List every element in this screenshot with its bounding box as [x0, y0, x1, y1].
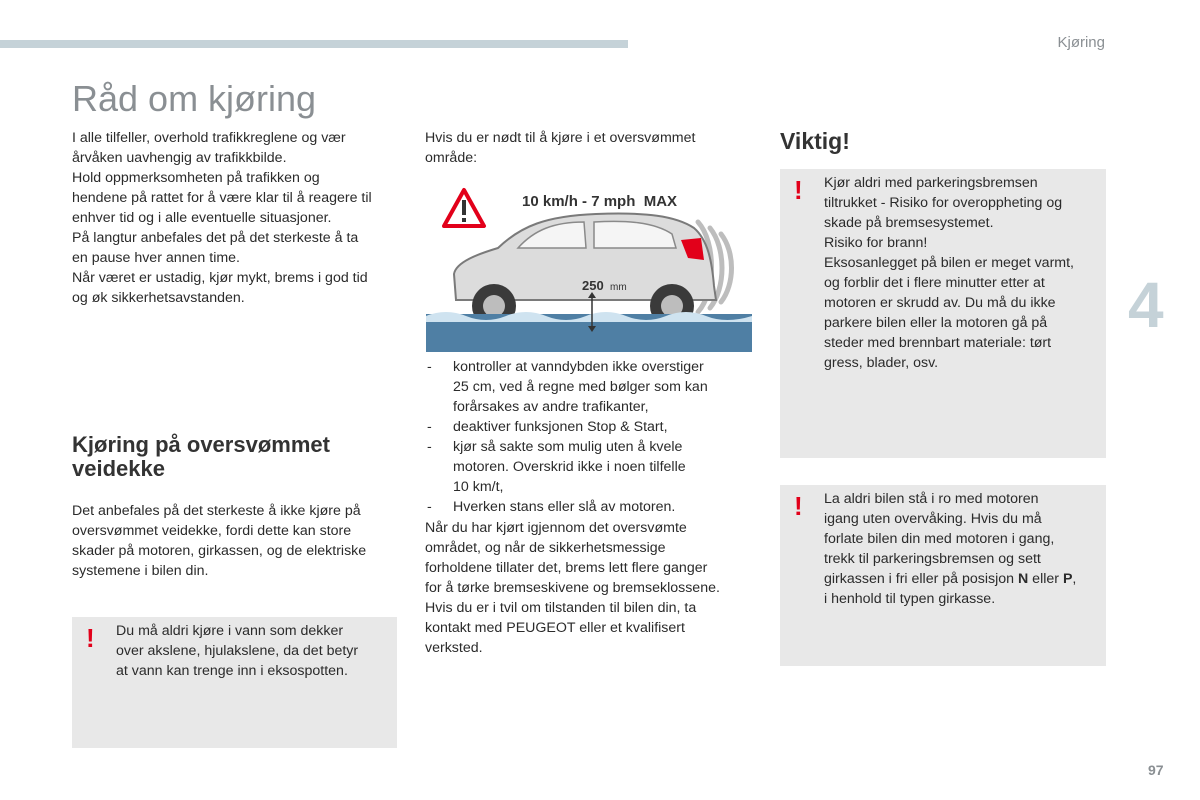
car-icon [454, 214, 716, 328]
warning-exclamation-icon: ! [86, 623, 95, 653]
after-line: Hvis du er i tvil om tilstanden til bilen din, ta [425, 600, 697, 616]
warning-line: tiltrukket - Risiko for overoppheting og [824, 195, 1063, 211]
after-line: forholdene tillater det, brems lett flere ganger [425, 560, 708, 576]
section-label: Kjøring [1057, 34, 1105, 51]
warning-line: i henhold til typen girkasse. [824, 591, 996, 607]
warning-text [824, 173, 1094, 373]
warning-text-fragment: , [1072, 571, 1077, 587]
warning-text [824, 489, 1094, 609]
warning-line: Kjør aldri med parkeringsbremsen [824, 175, 1038, 191]
list-item-line: motoren. Overskrid ikke i noen tilfelle [453, 459, 686, 475]
warning-text-fragment: girkassen i fri eller på posisjon [824, 571, 1018, 587]
list-item-line: forårsakes av andre trafikanter, [453, 399, 649, 415]
chapter-number: 4 [1128, 269, 1164, 341]
after-line: området, og når de sikkerhetsmessige [425, 540, 666, 556]
flood-lead-text [425, 128, 755, 168]
warning-line: steder med brennbart materiale: tørt [824, 335, 1052, 351]
intro-line: hendene på rattet for å være klar til å reagere til [72, 190, 372, 206]
page-title: Råd om kjøring [72, 78, 317, 119]
flood-line: systemene i bilen din. [72, 563, 209, 579]
list-item [425, 417, 760, 437]
warning-line: trekk til parkeringsbremsen og sett [824, 551, 1041, 567]
gear-position-n: N [1017, 571, 1029, 587]
warning-line: over akslene, hjulakslene, da det betyr [116, 643, 359, 659]
warning-box-water [72, 617, 397, 748]
warning-line: parkere bilen eller la motoren gå på [824, 315, 1048, 331]
important-heading: Viktig! [780, 128, 850, 154]
warning-box-unattended-engine [780, 485, 1106, 666]
warning-box-parking-brake [780, 169, 1106, 458]
header-accent-bar [0, 40, 628, 48]
warning-line: igang uten overvåking. Hvis du må [824, 511, 1042, 527]
intro-line: Når været er ustadig, kjør mykt, brems i god tid [72, 270, 368, 286]
intro-line: På langtur anbefales det på det sterkeste å ta [72, 230, 359, 246]
warning-line: og forblir det i flere minutter etter at [824, 275, 1045, 291]
flooded-road-car-illustration [426, 182, 752, 352]
intro-line: I alle tilfeller, overhold trafikkreglene og vær [72, 130, 346, 146]
warning-line [824, 569, 1094, 589]
warning-exclamation-icon: ! [794, 491, 803, 521]
warning-line: skade på bremsesystemet. [824, 215, 994, 231]
list-item [425, 497, 760, 517]
list-item-line: - Hverken stans eller slå av motoren. [453, 499, 676, 515]
flood-heading: Kjøring på oversvømmet veidekke [72, 432, 330, 481]
warning-exclamation-icon: ! [794, 175, 803, 205]
warning-line: Eksosanlegget på bilen er meget varmt, [824, 255, 1074, 271]
warning-line: at vann kan trenge inn i eksospotten. [116, 663, 348, 679]
flood-instructions-list [425, 357, 760, 517]
warning-line: Risiko for brann! [824, 235, 928, 251]
list-item [425, 357, 760, 417]
warning-text-fragment: eller [1028, 571, 1063, 587]
after-line: verksted. [425, 640, 483, 656]
after-line: kontakt med PEUGEOT eller et kvalifisert [425, 620, 685, 636]
list-item-line: - kjør så sakte som mulig uten å kvele [453, 439, 683, 455]
after-flood-text [425, 518, 755, 658]
page-number: 97 [1148, 762, 1164, 778]
warning-text [116, 621, 385, 681]
flood-line: oversvømmet veidekke, fordi dette kan store [72, 523, 352, 539]
depth-unit: mm [610, 282, 627, 293]
after-line: Når du har kjørt igjennom det oversvømte [425, 520, 687, 536]
gear-position-p: P [1062, 571, 1073, 587]
intro-line: Hold oppmerksomheten på trafikken og [72, 170, 320, 186]
intro-text [72, 128, 407, 308]
warning-line: gress, blader, osv. [824, 355, 939, 371]
lead-line: område: [425, 150, 478, 166]
depth-marker [588, 292, 596, 332]
depth-value: 250 [582, 278, 604, 293]
list-item-line: - kontroller at vanndybden ikke overstiger [453, 359, 704, 375]
warning-line: forlate bilen din med motoren i gang, [824, 531, 1055, 547]
flood-paragraph [72, 501, 402, 581]
list-item-line: 10 km/t, [453, 479, 504, 495]
intro-line: en pause hver annen time. [72, 250, 240, 266]
intro-line: enhver tid og i alle eventuelle situasjoner. [72, 210, 332, 226]
intro-line: og øk sikkerhetsavstanden. [72, 290, 245, 306]
flood-line: Det anbefales på det sterkeste å ikke kjøre på [72, 503, 361, 519]
list-item-line: 25 cm, ved å regne med bølger som kan [453, 379, 708, 395]
intro-line: årvåken uavhengig av trafikkbilde. [72, 150, 287, 166]
list-item [425, 437, 760, 497]
after-line: for å tørke bremseskivene og bremseklossene. [425, 580, 720, 596]
warning-line: Du må aldri kjøre i vann som dekker [116, 623, 344, 639]
speed-limit-label: 10 km/h - 7 mph MAX [522, 193, 678, 210]
warning-line: La aldri bilen stå i ro med motoren [824, 491, 1039, 507]
warning-triangle-icon [444, 190, 484, 226]
lead-line: Hvis du er nødt til å kjøre i et oversvømmet [425, 130, 696, 146]
list-item-line: - deaktiver funksjonen Stop & Start, [453, 419, 668, 435]
flood-line: skader på motoren, girkassen, og de elektriske [72, 543, 367, 559]
warning-line: motoren er skrudd av. Du må du ikke [824, 295, 1056, 311]
